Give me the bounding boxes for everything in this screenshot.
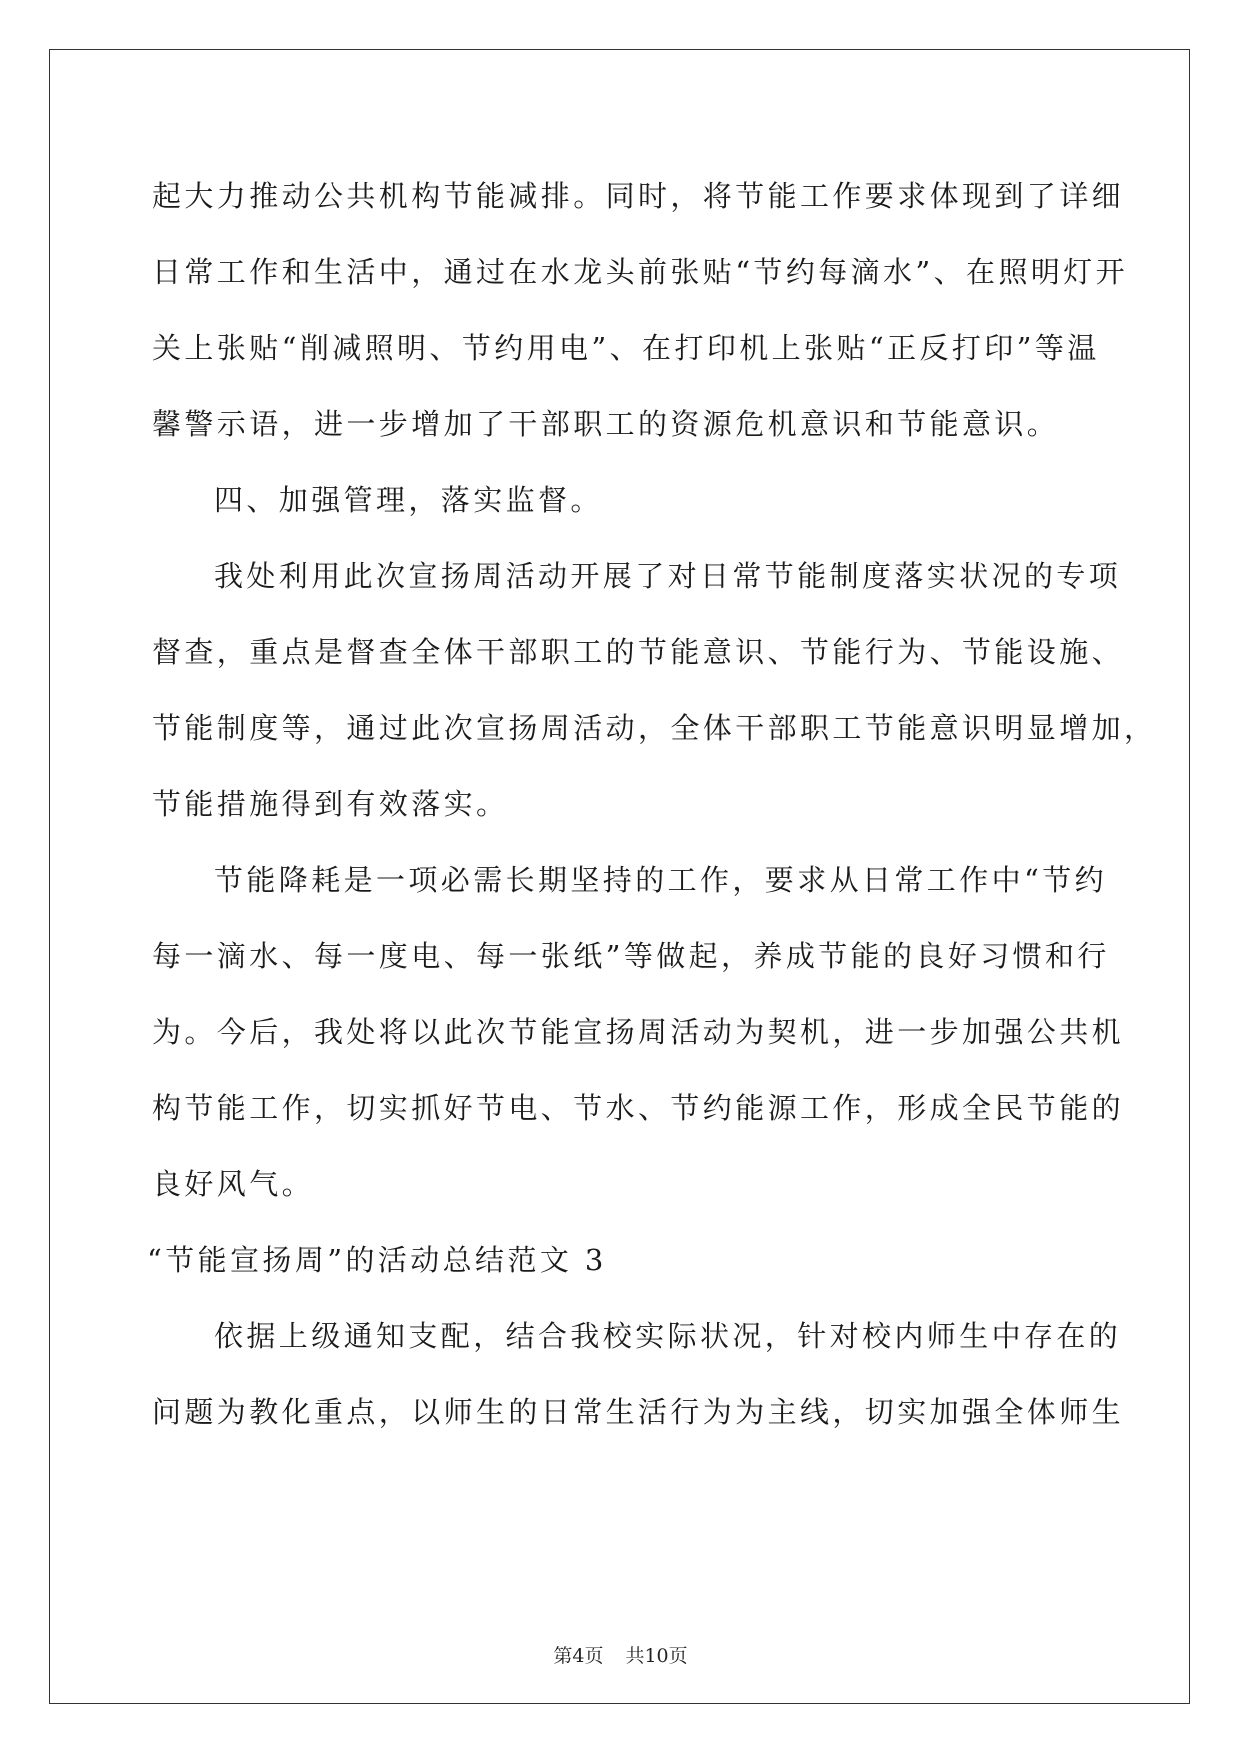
paragraph-line: 依据上级通知支配，结合我校实际状况，针对校内师生中存在的: [214, 1319, 1122, 1353]
paragraph-line: 良好风气。: [152, 1167, 315, 1201]
paragraph-line: 节能降耗是一项必需长期坚持的工作，要求从日常工作中“节约: [214, 863, 1108, 897]
section-heading: 四、加强管理，落实监督。: [214, 483, 603, 517]
paragraph-line: 馨警示语，进一步增加了干部职工的资源危机意识和节能意识。: [152, 407, 1060, 441]
page-footer: [0, 1644, 1241, 1668]
paragraph-line: 我处利用此次宣扬周活动开展了对日常节能制度落实状况的专项: [214, 559, 1122, 593]
current-page-number: 第4页: [553, 1645, 604, 1667]
paragraph-line: 节能制度等，通过此次宣扬周活动，全体干部职工节能意识明显增加，: [152, 711, 1157, 745]
paragraph-line: 为。今后，我处将以此次节能宣扬周活动为契机，进一步加强公共机: [152, 1015, 1125, 1049]
paragraph-line: 构节能工作，切实抓好节电、节水、节约能源工作，形成全民节能的: [152, 1091, 1125, 1125]
paragraph-line: 督查，重点是督查全体干部职工的节能意识、节能行为、节能设施、: [152, 635, 1125, 669]
paragraph-line: 起大力推动公共机构节能减排。同时，将节能工作要求体现到了详细: [152, 179, 1125, 213]
document-body: [147, 158, 1157, 1450]
paragraph-line: 问题为教化重点，以师生的日常生活行为为主线，切实加强全体师生: [152, 1395, 1125, 1429]
paragraph-line: 关上张贴“削减照明、节约用电”、在打印机上张贴“正反打印”等温: [152, 331, 1100, 365]
paragraph-line: 节能措施得到有效落实。: [152, 787, 509, 821]
paragraph-line: 每一滴水、每一度电、每一张纸”等做起，养成节能的良好习惯和行: [152, 939, 1110, 973]
paragraph-line: 日常工作和生活中，通过在水龙头前张贴“节约每滴水”、在照明灯开: [152, 255, 1129, 289]
total-page-count: 共10页: [625, 1645, 688, 1667]
article-title: “节能宣扬周”的活动总结范文 3: [147, 1243, 607, 1277]
